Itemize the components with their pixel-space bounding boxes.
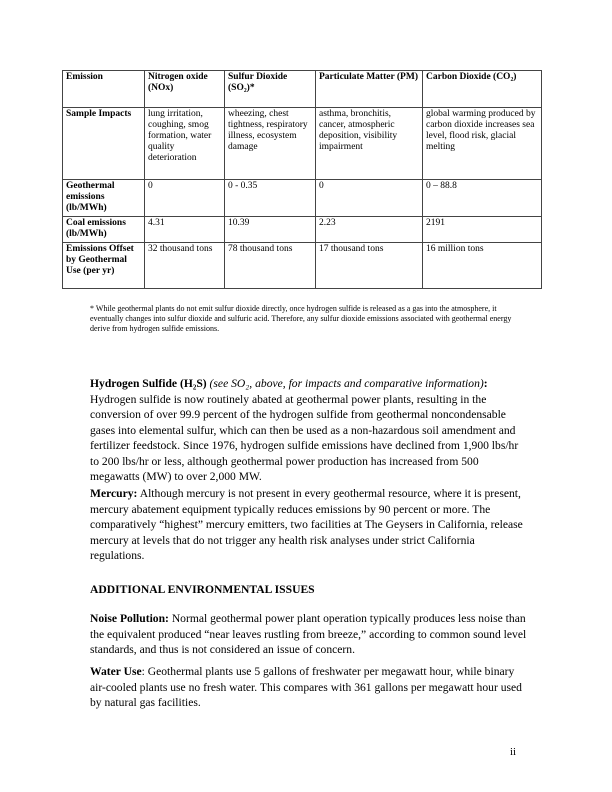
row-label-geothermal-emissions: Geothermal emissions (lb/MWh) xyxy=(63,180,145,217)
page-number: ii xyxy=(510,746,517,758)
table-cell: 32 thousand tons xyxy=(145,243,225,289)
table-row xyxy=(63,180,542,217)
hydrogen-sulfide-note: (see SO₂, above, for impacts and comparative information) xyxy=(209,377,484,390)
additional-issues-heading: ADDITIONAL ENVIRONMENTAL ISSUES xyxy=(90,583,315,596)
mercury-title: Mercury: xyxy=(90,487,138,500)
row-label-coal-emissions: Coal emissions (lb/MWh) xyxy=(63,217,145,243)
table-cell: 17 thousand tons xyxy=(316,243,423,289)
table-cell: 2191 xyxy=(423,217,542,243)
noise-section xyxy=(90,611,530,658)
water-use-body: : Geothermal plants use 5 gallons of freshwater per megawatt hour, while binary air-cooled plants use no fresh water. This compares with 361 gallons per megawatt hour used by natural gas facilities. xyxy=(90,665,522,709)
water-use-title: Water Use xyxy=(90,665,142,678)
table-cell: 10.39 xyxy=(225,217,316,243)
row-label-sample-impacts: Sample Impacts xyxy=(63,108,145,180)
header-so2: Sulfur Dioxide (SO₂)* xyxy=(225,71,316,108)
table-row xyxy=(63,243,542,289)
header-nox: Nitrogen oxide (NOx) xyxy=(145,71,225,108)
header-emission: Emission xyxy=(63,71,145,108)
table-row xyxy=(63,217,542,243)
table-cell: 0 xyxy=(316,180,423,217)
table-header-row xyxy=(63,71,542,108)
table-cell: wheezing, chest tightness, respiratory illness, ecosystem damage xyxy=(225,108,316,180)
header-co2: Carbon Dioxide (CO₂) xyxy=(423,71,542,108)
table-cell: 0 – 88.8 xyxy=(423,180,542,217)
hydrogen-sulfide-title: Hydrogen Sulfide (H₂S) xyxy=(90,377,207,390)
row-label-emissions-offset: Emissions Offset by Geothermal Use (per yr) xyxy=(63,243,145,289)
table-cell: 0 - 0.35 xyxy=(225,180,316,217)
table-cell: 2.23 xyxy=(316,217,423,243)
table-cell: global warming produced by carbon dioxide increases sea level, flood risk, glacial melting xyxy=(423,108,542,180)
table-cell: lung irritation, coughing, smog formation, water quality deterioration xyxy=(145,108,225,180)
emissions-table xyxy=(62,70,542,289)
mercury-section xyxy=(90,486,530,564)
noise-body: Normal geothermal power plant operation typically produces less noise than the equivalent produced “near leaves rustling from breeze,” according to common sound level standards, and thus is not considered an issue of concern. xyxy=(90,612,527,656)
hydrogen-sulfide-body: Hydrogen sulfide is now routinely abated at geothermal power plants, resulting in the conversion of over 99.9 percent of the hydrogen sulfide from geothermal noncondensable gases into elemental sulfur, which can then be used as a non-hazardous soil amendment and fertilizer feedstock. Since 1976, hydrogen sulfide emissions have declined from 1,900 lbs/hr to 200 lbs/hr or less, although geothermal power production has increased from 500 megawatts (MW) to over 2,000 MW. xyxy=(90,392,519,483)
table-cell: asthma, bronchitis, cancer, atmospheric deposition, visibility impairment xyxy=(316,108,423,180)
hydrogen-sulfide-section xyxy=(90,376,530,485)
table-cell: 16 million tons xyxy=(423,243,542,289)
hydrogen-sulfide-colon: : xyxy=(483,377,488,390)
table-cell: 0 xyxy=(145,180,225,217)
table-row xyxy=(63,108,542,180)
water-use-section xyxy=(90,664,530,711)
header-pm: Particulate Matter (PM) xyxy=(316,71,423,108)
noise-title: Noise Pollution: xyxy=(90,612,169,625)
table-cell: 78 thousand tons xyxy=(225,243,316,289)
table-footnote: * While geothermal plants do not emit sulfur dioxide directly, once hydrogen sulfide is released as a gas into the atmosphere, it eventually changes into sulfur dioxide and sulfuric acid. Therefore, any sulfur dioxide emissions associated with geothermal energy derive from hydrogen sulfide emissions. xyxy=(90,304,512,333)
mercury-body: Although mercury is not present in every geothermal resource, where it is present, mercury abatement equipment typically reduces emissions by 90 percent or more. The comparatively “highest” mercury emitters, two facilities at The Geysers in California, release mercury at levels that do not trigger any health risk analyses under strict California regulations. xyxy=(90,487,523,562)
table-cell: 4.31 xyxy=(145,217,225,243)
